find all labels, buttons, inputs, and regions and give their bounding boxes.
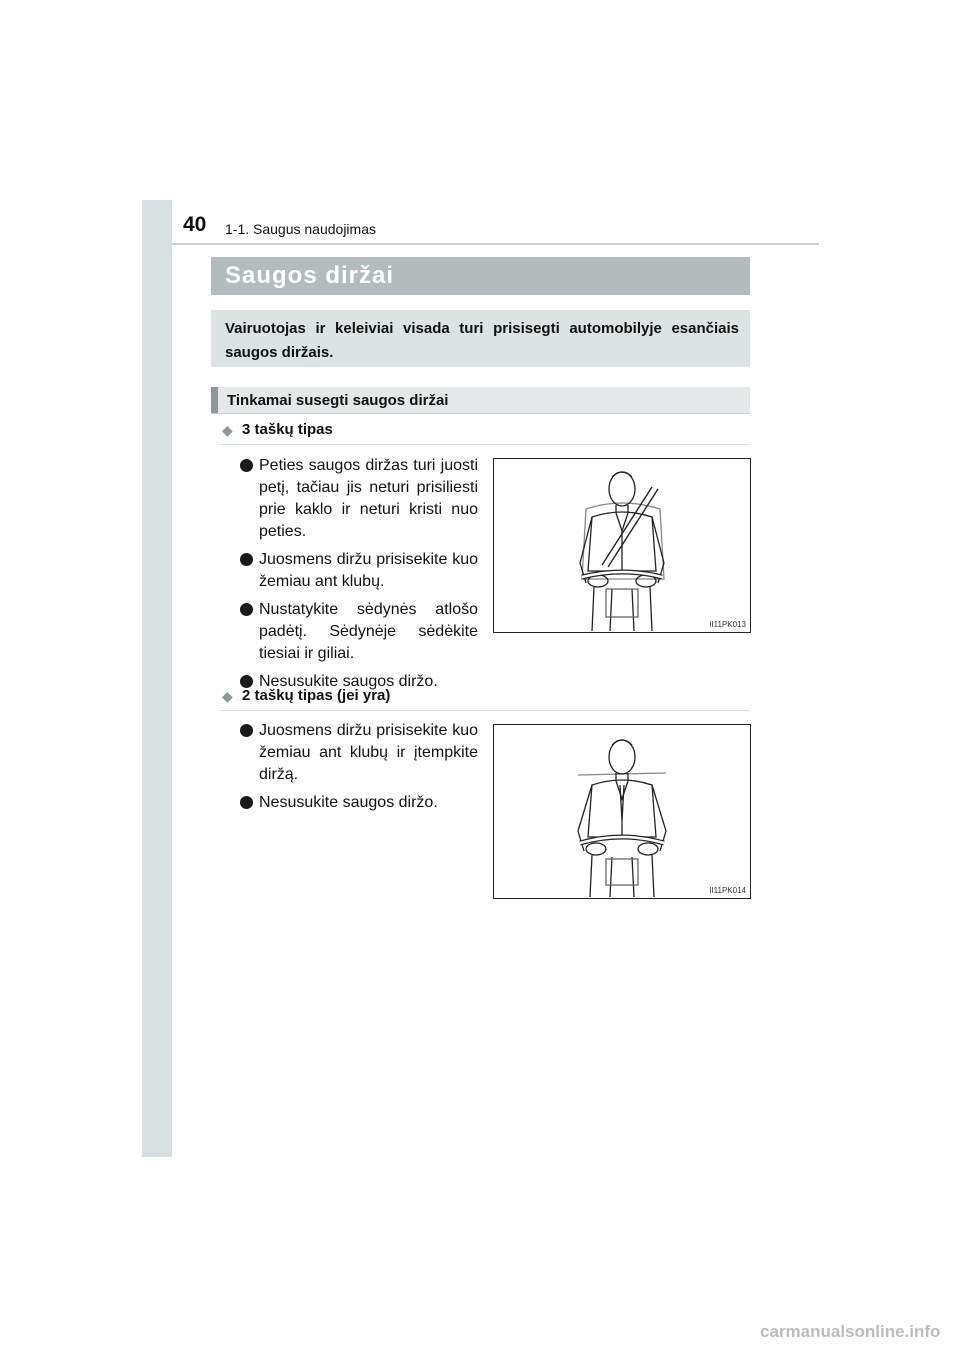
title-band [211,257,750,295]
two-point-bullets [240,720,478,820]
list-item: Nesusukite saugos diržo. [240,671,478,693]
two-point-heading [220,684,750,711]
diamond-icon: ◆ [222,688,233,704]
list-item: Nesusukite saugos diržo. [240,792,478,814]
list-item: Peties saugos diržas turi juosti petį, tačiau jis neturi prisiliesti prie kaklo ir neturi kristi nuo peties. [240,455,478,543]
intro-text: Vairuotojas ir keleiviai visada turi prisisegti automobilyje esančiais saugos diržais. [225,320,739,361]
three-point-belt-illustration [493,458,751,633]
watermark: carmanualsonline.info [760,1322,941,1341]
list-item: Nustatykite sėdynės atlošo padėtį. Sėdynėje sėdėkite tiesiai ir giliai. [240,599,478,665]
bullet-icon [240,553,253,566]
bullet-icon [240,724,253,737]
intro-box [211,310,750,367]
list-item: Juosmens diržu prisisekite kuo žemiau ant klubų ir įtempkite diržą. [240,720,478,786]
figure-code: II11PK014 [709,886,746,895]
page-title: Saugos diržai [225,262,395,289]
three-point-heading [220,418,750,445]
figure-code: II11PK013 [709,620,746,629]
bullet-icon [240,603,253,616]
section-path: 1-1. Saugus naudojimas [225,221,376,237]
subheading [211,387,750,414]
two-point-heading-text: 2 taškų tipas (jei yra) [242,687,391,704]
seated-person-2pt-drawing [494,725,750,898]
bullet-icon [240,459,253,472]
side-strip [142,200,172,1157]
diamond-icon: ◆ [222,422,233,438]
two-point-belt-illustration [493,724,751,899]
three-point-heading-text: 3 taškų tipas [242,421,333,438]
subheading-text: Tinkamai susegti saugos diržai [227,392,449,409]
bullet-icon [240,796,253,809]
header-rule [172,243,819,245]
seated-person-3pt-drawing [494,459,750,632]
subheading-bar [211,387,218,413]
page-number: 40 [183,213,207,236]
list-item: Juosmens diržu prisisekite kuo žemiau ant klubų. [240,549,478,593]
three-point-bullets [240,455,478,699]
